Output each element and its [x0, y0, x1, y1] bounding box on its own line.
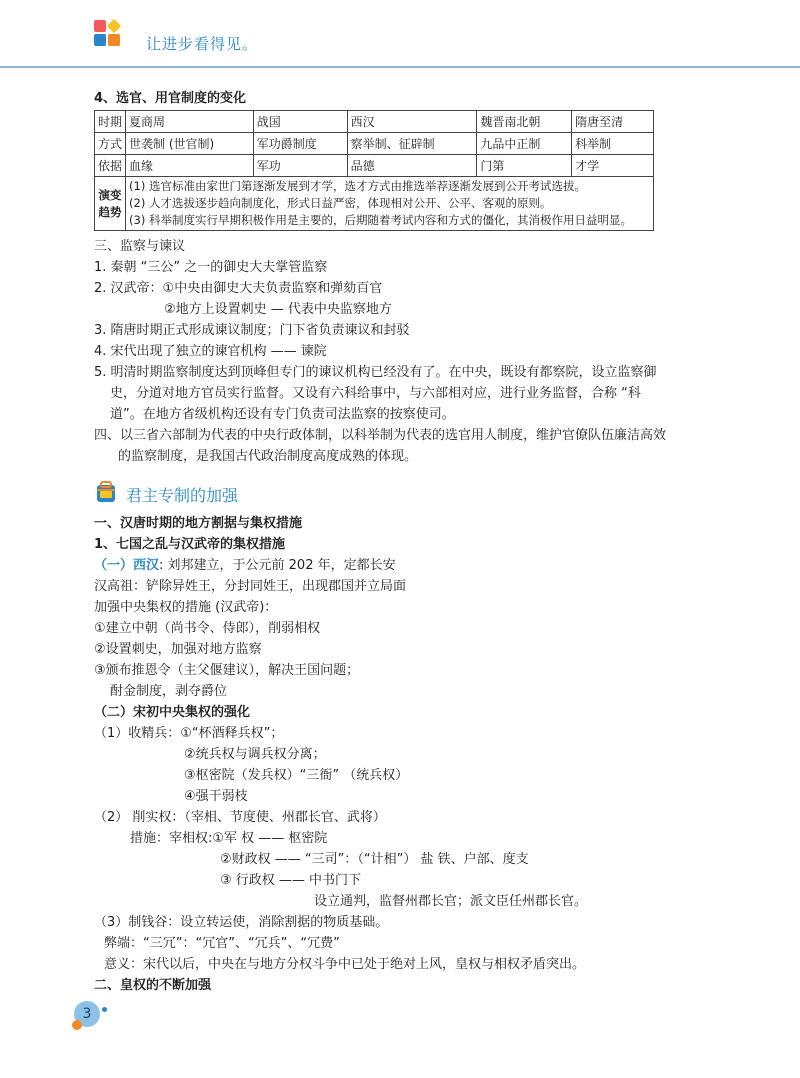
paragraph: （2） 削实权：（宰相、节度使、州郡长官、武将）: [94, 810, 386, 825]
table-cell: 方式: [95, 133, 126, 155]
supervision-line: 四、以三省六部制为代表的中央行政体制，以科举制为代表的选官用人制度，维护官僚队伍廉洁高效: [94, 428, 667, 443]
decor-dot: [102, 1007, 107, 1012]
table-row: [95, 155, 654, 177]
paragraph: 弊端：“三冗”：“冗官”、“冗兵”、“冗费”: [104, 936, 340, 951]
table-cell: 依据: [95, 155, 126, 177]
heading-2: 1、七国之乱与汉武帝的集权措施: [94, 537, 286, 552]
table-row: [95, 177, 654, 231]
table-cell: 军功爵制度: [253, 133, 347, 155]
page-number: 3: [74, 1001, 100, 1027]
section-title: 君主专制的加强: [126, 486, 239, 505]
paragraph: ②财政权 —— “三司”：（“计相”） 盐 铁、户部、度支: [220, 852, 529, 867]
table-cell: 血缘: [126, 155, 254, 177]
table-cell: 夏商周: [126, 111, 254, 133]
evolution-label: 演变 趋势: [95, 177, 126, 231]
table-cell: 察举制、征辟制: [347, 133, 477, 155]
paragraph: ③枢密院（发兵权）“三衙” （统兵权）: [184, 768, 409, 783]
table-cell: 魏晋南北朝: [477, 111, 572, 133]
paragraph: ②设置刺史，加强对地方监察: [94, 642, 262, 657]
supervision-line: 5. 明清时期监察制度达到顶峰但专门的谏议机构已经没有了。在中央，既设有都察院，设立监察御: [94, 365, 657, 380]
table-cell: 西汉: [347, 111, 477, 133]
paragraph: ④强干弱枝: [184, 789, 248, 804]
section4-title: 4、选官、用官制度的变化: [94, 91, 247, 106]
paragraph: 设立通判，监督州郡长官；派文臣任州郡长官。: [314, 894, 588, 909]
heading-1: 一、汉唐时期的地方割据与集权措施: [94, 516, 303, 531]
paragraph: ①建立中朝（尚书令、侍郎），削弱相权: [94, 621, 321, 636]
paragraph: 汉高祖：铲除异姓王，分封同姓王，出现郡国并立局面: [94, 579, 407, 594]
heading-3: （二）宋初中央集权的强化: [94, 705, 251, 720]
heading-4: 二、皇权的不断加强: [94, 978, 212, 993]
brand-logo: [94, 20, 122, 48]
selection-system-table: [94, 110, 654, 231]
paragraph: 措施：宰相权:①军 权 —— 枢密院: [130, 831, 328, 846]
paragraph: （一）西汉: 刘邦建立，于公元前 202 年，定都长安: [94, 558, 396, 573]
header-slogan: 让进步看得见。: [146, 35, 259, 53]
supervision-title: 三、监察与谏议: [94, 239, 186, 254]
paragraph: （3）制钱谷：设立转运使，消除割据的物质基础。: [94, 915, 389, 930]
table-cell: 门第: [477, 155, 572, 177]
paragraph: ②统兵权与调兵权分离；: [184, 747, 326, 762]
supervision-line: 道”。在地方省级机构还设有专门负责司法监察的按察使司。: [110, 407, 455, 422]
supervision-line: 1. 秦朝 “三公” 之一的御史大夫掌管监察: [94, 260, 328, 275]
table-row: [95, 111, 654, 133]
table-cell: 时期: [95, 111, 126, 133]
table-cell: 九品中正制: [477, 133, 572, 155]
paragraph: 加强中央集权的措施 (汉武帝)：: [94, 600, 278, 615]
evolution-content: (1) 选官标准由家世门第逐渐发展到才学，选才方式由推选举荐逐渐发展到公开考试选拔。 (2) 人才选拔逐步趋向制度化，形式日益严密，体现相对公开、公平、客观的原则。 (3) 科举制度实行早期积极作用是主要的，后期随着考试内容和方式的僵化，其消极作用日益明显。: [126, 177, 654, 231]
paragraph: 意义：宋代以后，中央在与地方分权斗争中已处于绝对上风，皇权与相权矛盾突出。: [104, 957, 586, 972]
table-cell: 军功: [253, 155, 347, 177]
supervision-line: ②地方上设置刺史 — 代表中央监察地方: [164, 302, 392, 317]
supervision-line: 2. 汉武帝：①中央由御史大夫负责监察和弹劾百官: [94, 281, 383, 296]
backpack-icon: [94, 480, 118, 504]
table-cell: 隋唐至清: [572, 111, 654, 133]
table-cell: 世袭制 (世官制): [126, 133, 254, 155]
table-cell: 才学: [572, 155, 654, 177]
supervision-line: 史，分道对地方官员实行监督。又设有六科给事中，与六部相对应，进行业务监督，合称 “科: [110, 386, 641, 401]
paragraph: （1）收精兵：①“杯酒释兵权”；: [94, 726, 284, 741]
table-row: [95, 133, 654, 155]
supervision-line: 4. 宋代出现了独立的谏官机构 —— 谏院: [94, 344, 327, 359]
paragraph: ③颁布推恩令（主父偃建议），解决王国问题；: [94, 663, 360, 678]
paragraph: 酎金制度，剥夺爵位: [110, 684, 228, 699]
supervision-line: 3. 隋唐时期正式形成谏议制度；门下省负责谏议和封驳: [94, 323, 410, 338]
table-cell: 战国: [253, 111, 347, 133]
decor-dot: [72, 1020, 82, 1030]
table-cell: 品德: [347, 155, 477, 177]
paragraph: ③ 行政权 —— 中书门下: [220, 873, 362, 888]
header-divider: [0, 66, 800, 68]
supervision-line: 的监察制度，是我国古代政治制度高度成熟的体现。: [118, 449, 418, 464]
table-cell: 科举制: [572, 133, 654, 155]
